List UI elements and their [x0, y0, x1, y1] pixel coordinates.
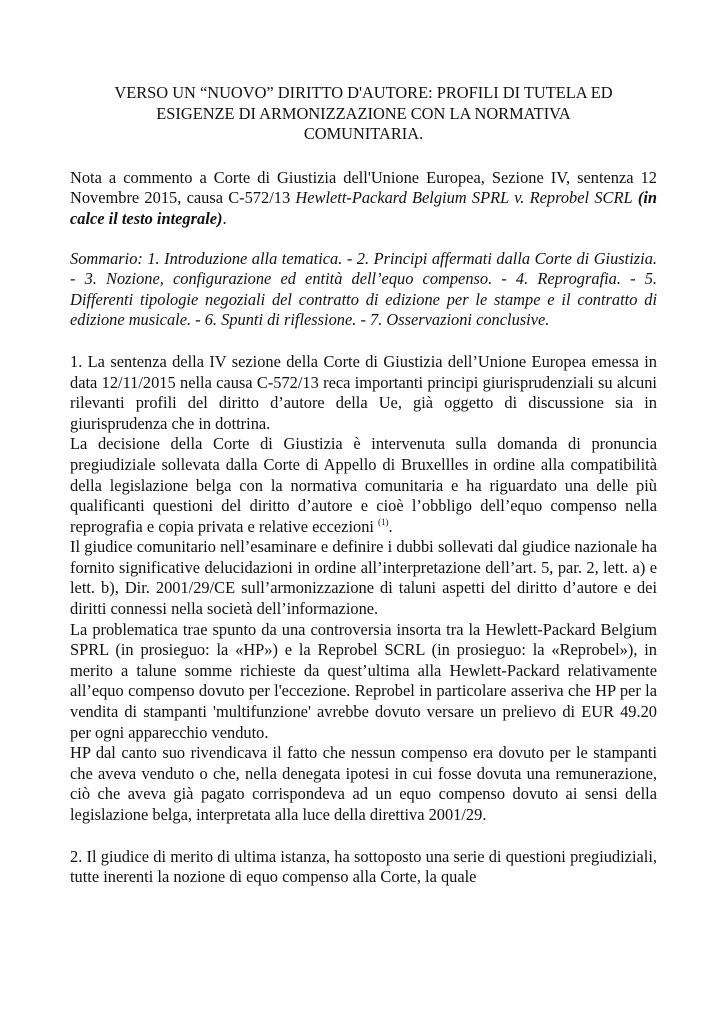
- nota-paragraph: [70, 168, 657, 230]
- nota-text: Nota a commento a Corte di Giustizia dell'Unione Europea, Sezione IV, sentenza 12 Novembre 2015, causa C-572/13: [70, 167, 657, 208]
- integral-text-note: (in calce il testo integrale): [70, 188, 657, 228]
- section-1-paragraph-2: [70, 434, 657, 537]
- section-2-paragraph-1: 2. Il giudice di merito di ultima istanza, ha sottoposto una serie di questioni pregiudiziali, tutte inerenti la nozione di equo compenso alla Corte, la quale: [70, 846, 657, 887]
- summary-paragraph: Sommario: 1. Introduzione alla tematica. - 2. Principi affermati dalla Corte di Giustizia. - 3. Nozione, configurazione ed entità dell’equo compenso. - 4. Reprografia. - 5. Differenti tipologie negoziali del contratto di edizione per le stampe e il contratto di edizione musicale. - 6. Spunti di riflessione. - 7. Osservazioni conclusive.: [70, 248, 657, 330]
- section-1-paragraph-4: La problematica trae spunto da una controversia insorta tra la Hewlett-Packard Belgium SPRL (in prosieguo: la «HP») e la Reprobel SCRL (in prosieguo: la «Reprobel»), in merito a talune somme richieste da quest’ultima alla Hewlett-Packard relativamente all’equo compenso dovuto per l'eccezione. Reprobel in particolare asseriva che HP per la vendita di stampanti 'multifunzione' avrebbe dovuto versare un prelievo di EUR 49.20 per ogni apparecchio venduto.: [70, 619, 657, 742]
- title-line: ESIGENZE DI ARMONIZZAZIONE CON LA NORMATIVA: [156, 103, 571, 123]
- paragraph-end: .: [388, 516, 393, 536]
- title-line: COMUNITARIA.: [303, 124, 424, 144]
- document-title: [70, 83, 657, 145]
- case-name: Hewlett-Packard Belgium SPRL v. Reprobel SCRL: [295, 188, 633, 208]
- paragraph-text: La decisione della Corte di Giustizia è intervenuta sulla domanda di pronuncia pregiudiziale sollevata dalla Corte di Appello di Bruxellles in ordine alla compatibilità della legislazione belga con la normativa comunitaria e ha riguardato una delle più qualificanti questioni del diritto d’autore e cioè l’obbligo dell’equo compenso nella reprografia e copia privata e relative eccezioni: [70, 434, 657, 536]
- footnote-reference: (1): [378, 516, 389, 527]
- section-1-paragraph-5: HP dal canto suo rivendicava il fatto che nessun compenso era dovuto per le stampanti che aveva venduto o che, nella denegata ipotesi in cui fosse dovuta una remunerazione, ciò che aveva già pagato corrispondeva ad un equo compenso dovuto ai sensi della legislazione belga, interpretata alla luce della direttiva 2001/29.: [70, 743, 657, 824]
- nota-end: .: [222, 208, 227, 228]
- section-1-paragraph-3: Il giudice comunitario nell’esaminare e definire i dubbi sollevati dal giudice nazionale ha fornito significative delucidazioni in ordine all’interpretazione dell’art. 5, par. 2, lett. a) e lett. b), Dir. 2001/29/CE sull’armonizzazione di taluni aspetti del diritto d’autore e dei diritti connessi nella società dell’informazione.: [70, 537, 657, 619]
- section-1-paragraph-1: 1. La sentenza della IV sezione della Corte di Giustizia dell’Unione Europea emessa in data 12/11/2015 nella causa C-572/13 reca importanti principi giurisprudenziali su alcuni rilevanti profili del diritto d’autore della Ue, già oggetto di discussione sia in giurisprudenza che in dottrina.: [70, 351, 657, 433]
- title-line: VERSO UN “NUOVO” DIRITTO D'AUTORE: PROFILI DI TUTELA ED: [114, 83, 613, 102]
